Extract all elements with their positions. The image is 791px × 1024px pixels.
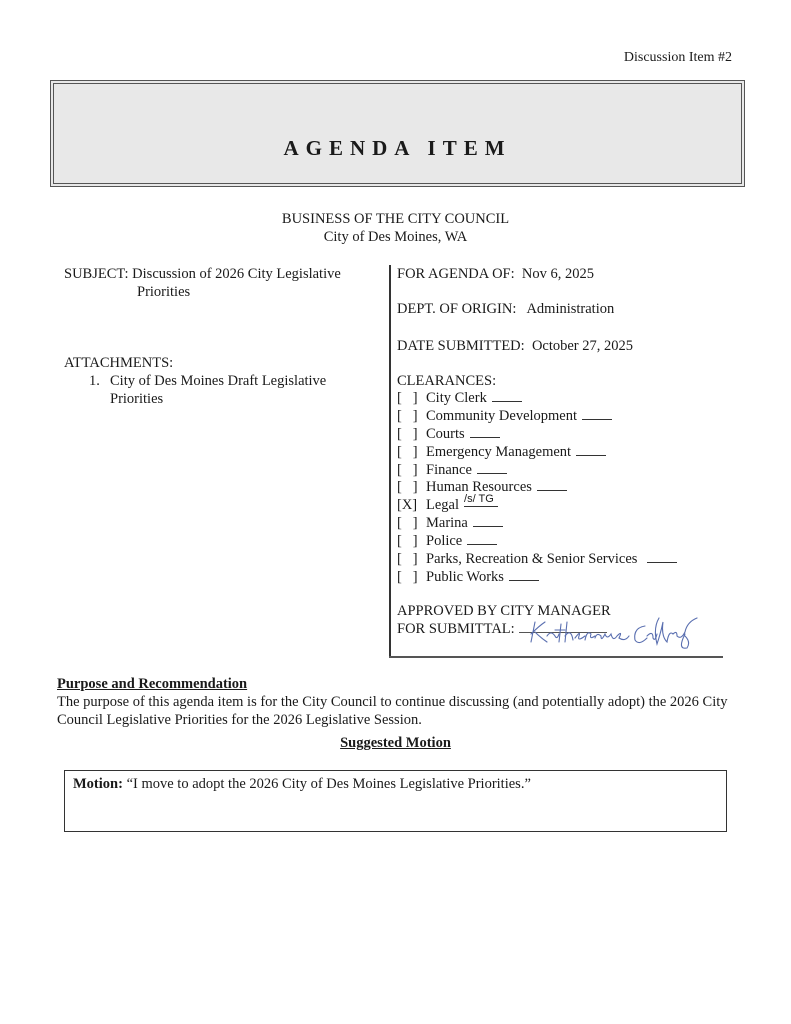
column-divider xyxy=(389,265,391,657)
clearance-label: Community Development xyxy=(426,407,578,424)
signoff-blank xyxy=(467,532,497,545)
clearance-label: Finance xyxy=(426,461,472,478)
clearance-checkbox[interactable]: [ ] xyxy=(397,515,418,532)
subject-value-cont: Priorities xyxy=(137,284,191,300)
clearance-checkbox-checked[interactable]: [X] xyxy=(397,497,418,514)
section-divider xyxy=(389,656,723,658)
signoff-blank xyxy=(473,514,503,527)
submitted-value: October 27, 2025 xyxy=(531,338,634,354)
clearance-row xyxy=(397,478,727,496)
clearance-row xyxy=(397,550,727,568)
motion-text: “I move to adopt the 2026 City of Des Moines Legislative Priorities.” xyxy=(126,776,531,792)
page-title: AGENDA ITEM xyxy=(283,136,512,160)
clearance-label: Marina xyxy=(426,515,468,532)
clearance-row xyxy=(397,443,727,461)
clearance-row xyxy=(397,532,727,550)
clearance-checkbox[interactable]: [ ] xyxy=(397,479,418,496)
suggested-motion-heading: Suggested Motion xyxy=(340,735,451,751)
clearance-row xyxy=(397,493,727,514)
clearance-label: Courts xyxy=(426,425,465,442)
city-line: City of Des Moines, WA xyxy=(323,229,468,245)
clearance-checkbox[interactable]: [ ] xyxy=(397,533,418,550)
signoff-blank xyxy=(537,478,567,491)
attachment-item[interactable] xyxy=(64,372,384,408)
dept-label: DEPT. OF ORIGIN: xyxy=(397,301,517,317)
attachment-title-cont: Priorities xyxy=(110,391,164,407)
clearance-checkbox[interactable]: [ ] xyxy=(397,568,418,585)
discussion-item-label: Discussion Item #2 xyxy=(623,50,732,65)
purpose-heading: Purpose and Recommendation xyxy=(57,676,248,692)
clearance-label: Police xyxy=(426,533,463,550)
clearance-checkbox[interactable]: [ ] xyxy=(397,461,418,478)
clearance-checkbox[interactable]: [ ] xyxy=(397,425,418,442)
clearance-row xyxy=(397,407,727,425)
dept-value: Administration xyxy=(526,301,615,317)
attachment-title: City of Des Moines Draft Legislative xyxy=(110,373,327,389)
business-heading xyxy=(0,210,791,246)
clearance-row xyxy=(397,514,727,532)
attachments-label: ATTACHMENTS: xyxy=(64,355,174,371)
purpose-body: The purpose of this agenda item is for the City Council to continue discussing (and potentially adopt) the 2026 City Council Legislative Priorities for the 2026 Legislative Session. xyxy=(57,694,728,728)
clearance-row xyxy=(397,389,727,407)
date-submitted-field xyxy=(397,337,727,355)
clearances-label: CLEARANCES: xyxy=(397,373,497,389)
clearance-checkbox[interactable]: [ ] xyxy=(397,407,418,424)
clearance-row xyxy=(397,461,727,479)
signoff-initials: /s/ TG xyxy=(464,493,498,507)
clearance-label: Emergency Management xyxy=(426,443,572,460)
agenda-of-label: FOR AGENDA OF: xyxy=(397,266,515,282)
agenda-item-header xyxy=(50,80,745,187)
business-line: BUSINESS OF THE CITY COUNCIL xyxy=(281,211,510,227)
agenda-of-field xyxy=(397,265,727,283)
signoff-blank xyxy=(492,389,522,402)
clearance-checkbox[interactable]: [ ] xyxy=(397,390,418,406)
clearance-label: Public Works xyxy=(426,568,504,585)
clearance-label: Human Resources xyxy=(426,479,532,496)
signoff-blank xyxy=(477,461,507,474)
clearance-label: Parks, Recreation & Senior Services xyxy=(426,551,638,568)
signoff-blank xyxy=(647,550,677,563)
clearance-label: City Clerk xyxy=(426,390,487,406)
clearance-checkbox[interactable]: [ ] xyxy=(397,443,418,460)
clearance-checkbox[interactable]: [ ] xyxy=(397,551,418,568)
subject-field xyxy=(64,265,384,301)
motion-label: Motion: xyxy=(73,776,123,792)
signoff-blank xyxy=(470,425,500,438)
submitted-label: DATE SUBMITTED: xyxy=(397,338,525,354)
signature-stroke xyxy=(531,618,697,648)
city-manager-signature xyxy=(527,612,707,652)
clearance-row xyxy=(397,568,727,586)
dept-origin-field xyxy=(397,300,727,318)
clearances-list xyxy=(397,389,727,586)
clearance-label: Legal xyxy=(426,497,460,514)
approved-label: APPROVED BY CITY MANAGER xyxy=(397,603,611,619)
signoff-blank xyxy=(576,443,606,456)
agenda-of-value: Nov 6, 2025 xyxy=(521,266,594,282)
submittal-label: FOR SUBMITTAL: xyxy=(397,621,515,637)
signoff-blank xyxy=(509,568,539,581)
signoff-blank xyxy=(582,407,612,420)
motion-box xyxy=(64,770,727,832)
subject-value: Discussion of 2026 City Legislative xyxy=(132,266,341,282)
clearance-row xyxy=(397,425,727,443)
subject-label: SUBJECT: xyxy=(64,266,129,282)
attachments-section xyxy=(64,354,384,408)
attachment-number: 1. xyxy=(89,373,100,389)
